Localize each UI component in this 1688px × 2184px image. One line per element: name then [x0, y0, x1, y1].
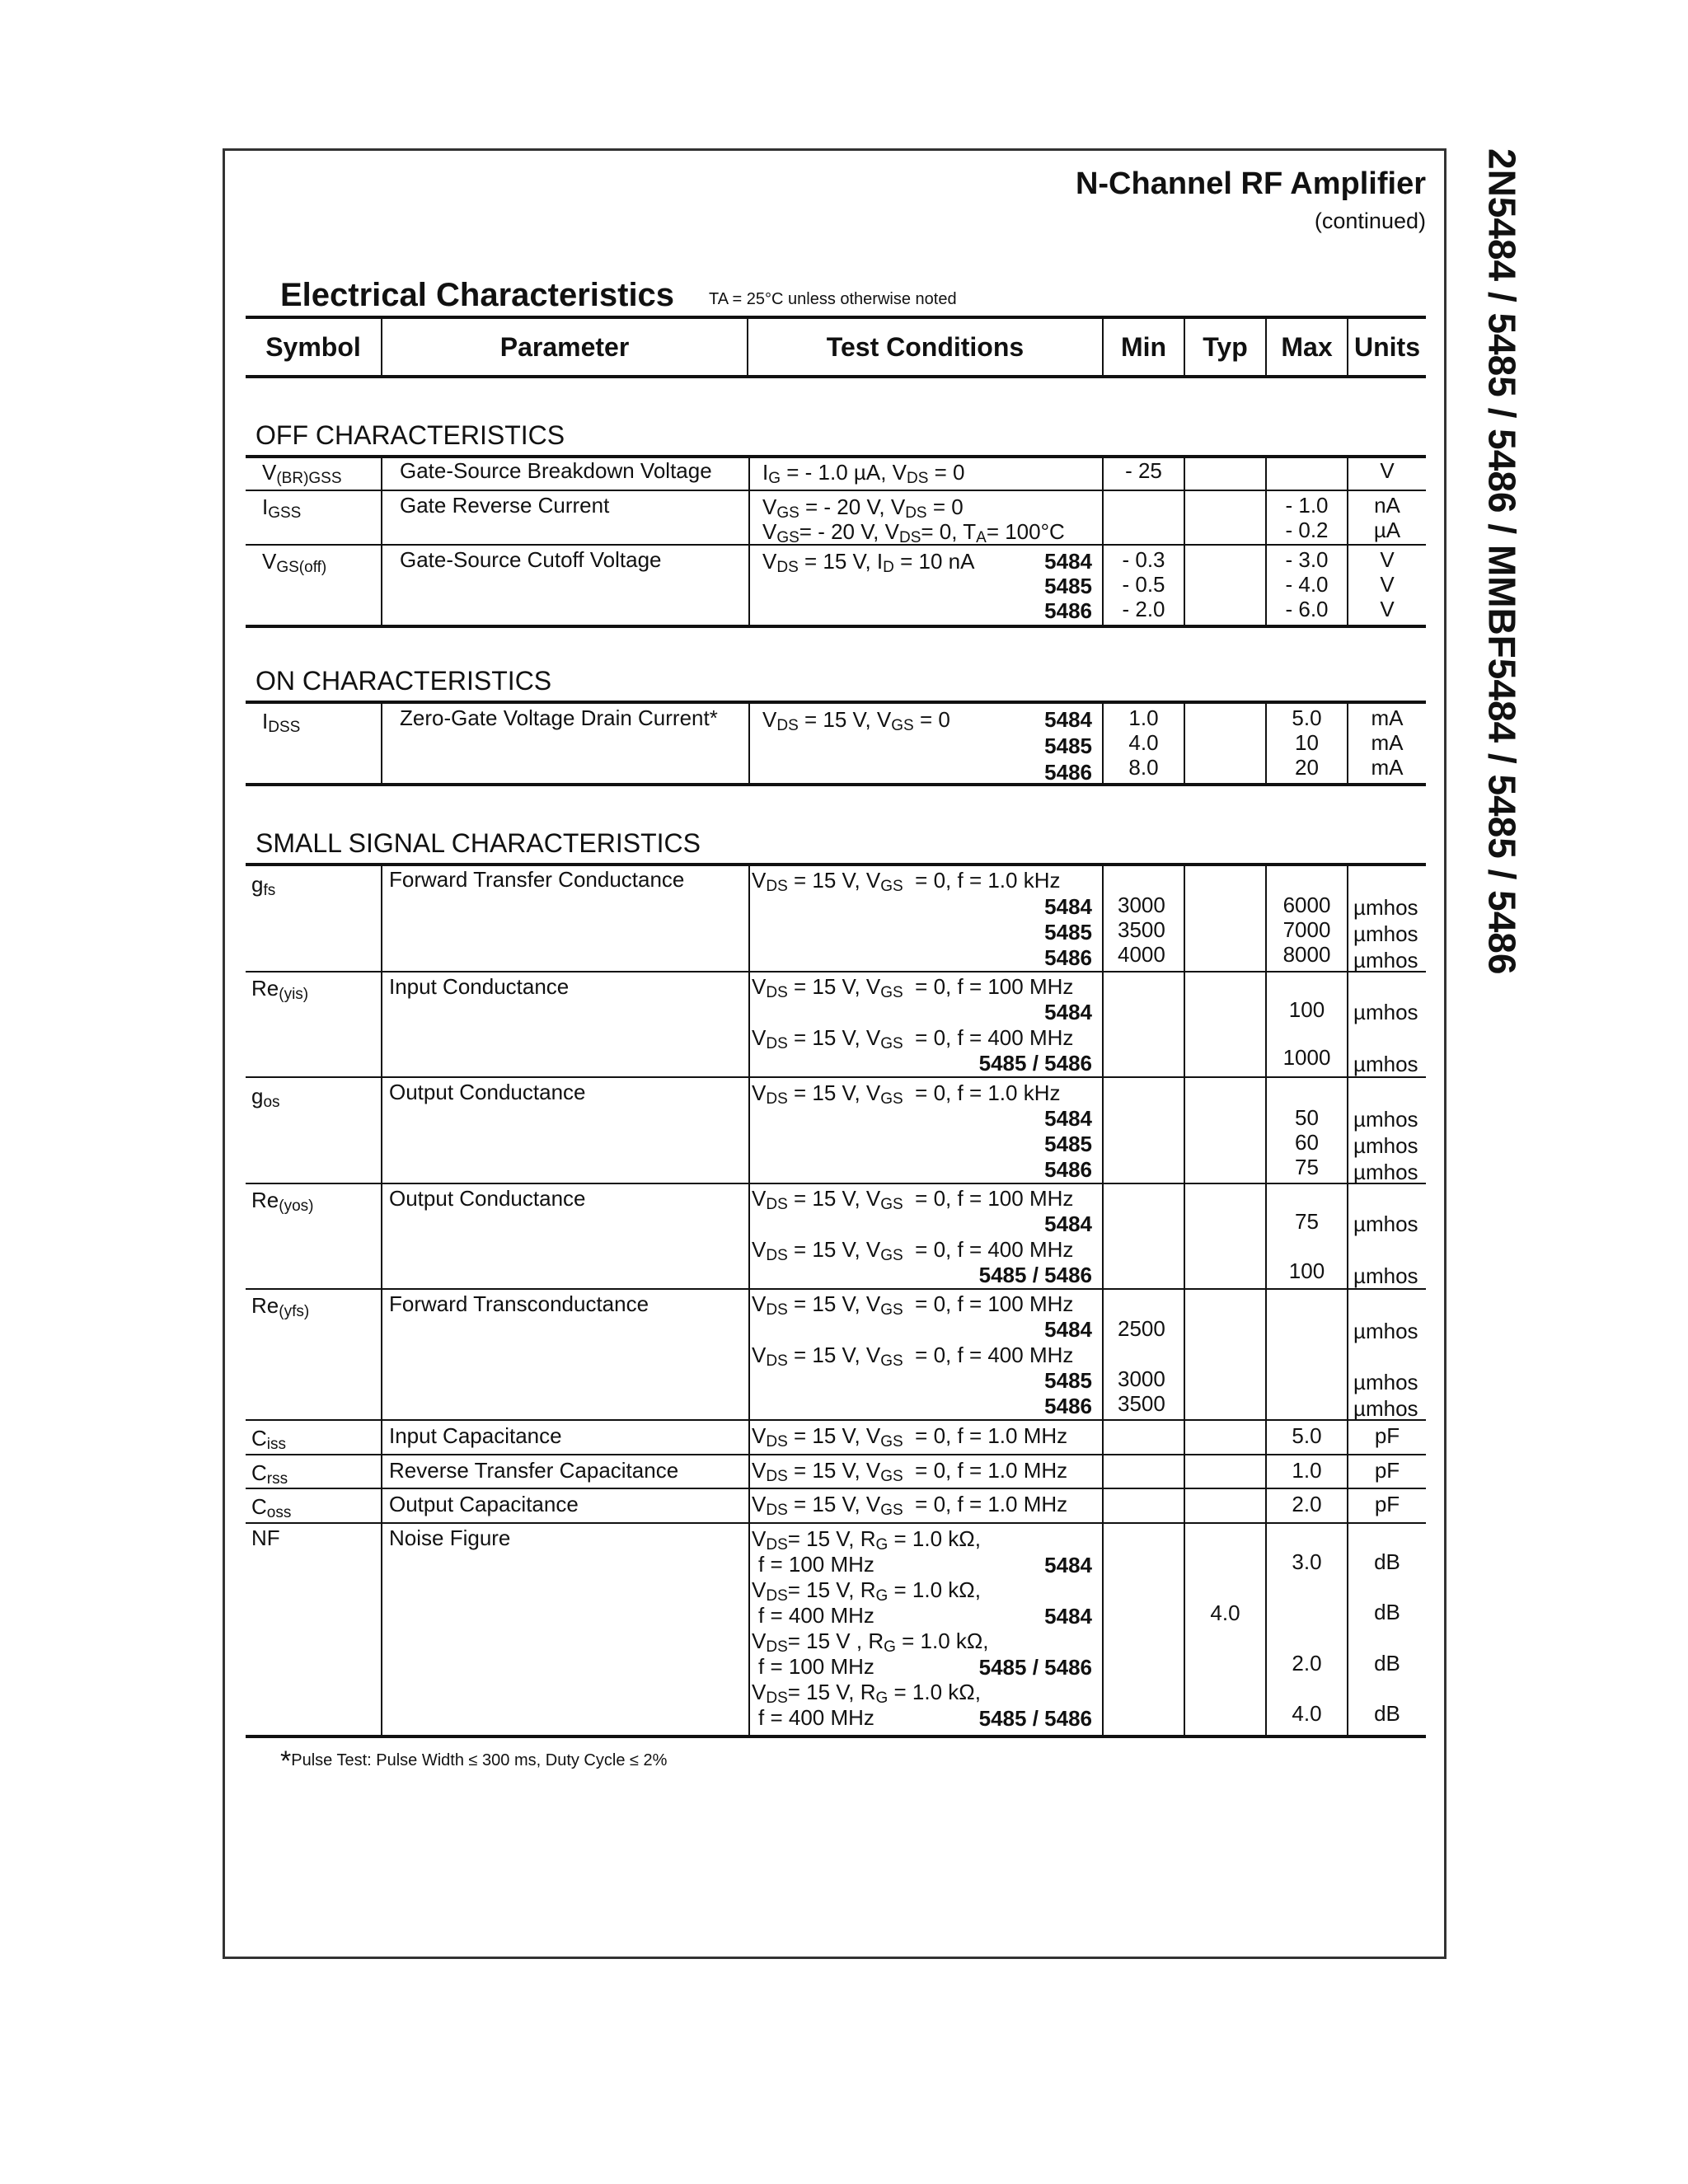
part-number: 5486	[1044, 760, 1092, 785]
part-number: 5484	[1044, 1106, 1092, 1131]
max-value: 50	[1295, 1105, 1319, 1130]
max-value: 8000	[1282, 942, 1331, 967]
max-value: 5.0	[1292, 705, 1322, 730]
min-value: 3000	[1118, 893, 1165, 917]
units: mA	[1371, 730, 1404, 755]
max-value: - 4.0	[1285, 572, 1329, 597]
parameter: Input Capacitance	[389, 1423, 562, 1448]
part-number: 5485	[1044, 920, 1092, 944]
part-number: 5485	[1044, 733, 1092, 758]
test-condition: $V_{DS} = 15$ V, $V_{GS} = 0$, f = 1.0 MHz	[752, 1458, 1068, 1485]
units: dB	[1374, 1701, 1400, 1726]
footnote: *Pulse Test: Pulse Width ≤ 300 ms, Duty Cycle ≤ 2%	[280, 1746, 668, 1777]
test-condition: f = 400 MHz	[758, 1603, 874, 1628]
part-number: 5484	[1044, 1604, 1092, 1629]
units: pF	[1374, 1492, 1400, 1516]
test-condition: $V_{DS} = 15$ V, $I_D = 10$ nA	[762, 549, 975, 576]
col-divider	[1184, 702, 1185, 783]
min-value: 4000	[1118, 942, 1165, 967]
max-value: - 6.0	[1285, 597, 1329, 621]
min-value: 8.0	[1128, 755, 1159, 780]
part-number: 5484	[1044, 1000, 1092, 1024]
max-value: 10	[1295, 730, 1319, 755]
units: pF	[1374, 1458, 1400, 1483]
row-rule	[246, 1419, 1426, 1421]
units: mA	[1371, 705, 1404, 730]
part-number: 5485	[1044, 1368, 1092, 1393]
test-condition: $V_{DS} = 15$ V, $V_{GS} = 0$, f = 400 MHz	[752, 1343, 1074, 1370]
part-number: 5485 / 5486	[978, 1263, 1092, 1287]
test-condition: $V_{DS}= 15$ V, $R_G = 1.0$ kΩ,	[752, 1526, 981, 1554]
symbol-reyos: $Re_{(yos)}$	[251, 1188, 314, 1215]
max-value: 100	[1288, 1258, 1325, 1283]
max-value: 1000	[1282, 1045, 1331, 1070]
table-rule	[246, 625, 1426, 628]
part-number: 5485 / 5486	[978, 1051, 1092, 1076]
max-value: 2.0	[1292, 1651, 1322, 1675]
min-value: - 0.5	[1122, 572, 1165, 597]
symbol-igss: $I_{GSS}$	[262, 494, 302, 522]
units: µmhos	[1353, 1319, 1418, 1343]
min-value: 4.0	[1128, 730, 1159, 755]
col-parameter: Parameter	[499, 332, 630, 362]
max-value: 7000	[1282, 917, 1331, 942]
max-value: 4.0	[1292, 1701, 1322, 1726]
symbol-idss: $I_{DSS}$	[262, 709, 301, 736]
part-number: 5486	[1044, 945, 1092, 970]
col-divider	[381, 702, 382, 783]
page-subtitle: (continued)	[1314, 209, 1426, 233]
parameter: Gate Reverse Current	[400, 493, 610, 518]
symbol-reyfs: $Re_{(yfs)}$	[251, 1293, 310, 1320]
parameter: Output Capacitance	[389, 1492, 579, 1516]
test-condition: f = 100 MHz	[758, 1654, 874, 1679]
units: µmhos	[1353, 921, 1418, 946]
row-rule	[246, 1488, 1426, 1489]
part-number: 5486	[1044, 1394, 1092, 1418]
max-value: 75	[1295, 1209, 1319, 1234]
test-condition: $V_{DS}= 15$ V , $R_G = 1.0$ kΩ,	[752, 1629, 989, 1656]
row-rule	[246, 1522, 1426, 1524]
symbol-ciss: $C_{iss}$	[251, 1426, 287, 1453]
test-condition: $V_{DS} = 15$ V, $V_{GS} = 0$, f = 1.0 kHz	[752, 1080, 1061, 1108]
test-condition: f = 400 MHz	[758, 1705, 874, 1730]
parameter: Forward Transconductance	[389, 1291, 649, 1316]
col-divider	[381, 865, 382, 1735]
units: µmhos	[1353, 1107, 1418, 1132]
condition-note: TA = 25°C unless otherwise noted	[709, 290, 957, 308]
parameter: Input Conductance	[389, 974, 570, 999]
max-value: 2.0	[1292, 1492, 1322, 1516]
section-title: Electrical Characteristics	[280, 277, 675, 313]
max-value: 20	[1295, 755, 1319, 780]
min-value: 3500	[1118, 917, 1165, 942]
units: µmhos	[1353, 948, 1418, 972]
units: µmhos	[1353, 1212, 1418, 1236]
part-number: 5485 / 5486	[978, 1655, 1092, 1680]
part-number: 5486	[1044, 598, 1092, 623]
part-number: 5484	[1044, 1553, 1092, 1577]
units: dB	[1374, 1651, 1400, 1675]
part-number: 5484	[1044, 1212, 1092, 1236]
header-bottom-rule	[246, 375, 1426, 378]
test-condition: $V_{DS} = 15$ V, $V_{GS} = 0$, f = 100 MHz	[752, 1291, 1074, 1319]
units: µmhos	[1353, 1052, 1418, 1076]
row-rule	[246, 1288, 1426, 1290]
test-condition: $V_{GS}$ = - 20 V, $V_{DS} = 0$	[762, 494, 964, 522]
max-value: 60	[1295, 1130, 1319, 1155]
units: µmhos	[1353, 895, 1418, 920]
row-rule	[246, 490, 1426, 491]
units: mA	[1371, 755, 1404, 780]
section-off: OFF CHARACTERISTICS	[256, 420, 565, 450]
part-number: 5485	[1044, 574, 1092, 598]
table-rule	[246, 701, 1426, 704]
col-units: Units	[1354, 332, 1420, 362]
symbol-vgsoff: $V_{GS(off)}$	[262, 549, 327, 576]
units: V	[1380, 547, 1395, 572]
side-part-number: 2N5484 / 5485 / 5486 / MMBF5484 / 5485 / 5486	[1480, 148, 1524, 975]
parameter: Forward Transfer Conductance	[389, 867, 685, 892]
col-divider	[748, 457, 750, 625]
col-test-conditions: Test Conditions	[826, 332, 1025, 362]
table-rule	[246, 783, 1426, 786]
min-value: 2500	[1118, 1316, 1165, 1341]
units: V	[1380, 458, 1395, 483]
max-value: 75	[1295, 1155, 1319, 1179]
part-number: 5485 / 5486	[978, 1706, 1092, 1731]
units: V	[1380, 597, 1395, 621]
part-number: 5486	[1044, 1157, 1092, 1182]
symbol-reyis: $Re_{(yis)}$	[251, 976, 309, 1003]
min-value: 1.0	[1128, 705, 1159, 730]
units: µmhos	[1353, 1133, 1418, 1158]
row-rule	[246, 971, 1426, 972]
parameter: Reverse Transfer Capacitance	[389, 1458, 679, 1483]
min-value: - 25	[1125, 458, 1162, 483]
units: µmhos	[1353, 1000, 1418, 1024]
table-rule	[246, 1735, 1426, 1738]
units: V	[1380, 572, 1395, 597]
min-value: - 2.0	[1122, 597, 1165, 621]
units: nA	[1374, 493, 1400, 518]
units: dB	[1374, 1549, 1400, 1574]
col-divider	[1265, 865, 1267, 1735]
max-value: - 1.0	[1285, 493, 1329, 518]
part-number: 5484	[1044, 894, 1092, 919]
col-divider	[1102, 865, 1104, 1735]
max-value: 1.0	[1292, 1458, 1322, 1483]
row-rule	[246, 1183, 1426, 1184]
row-rule	[246, 544, 1426, 546]
max-value: - 0.2	[1285, 518, 1329, 542]
max-value: 5.0	[1292, 1423, 1322, 1448]
test-condition: $V_{GS}= - 20$ V, $V_{DS}= 0$, $T_A= 100^\circ C$	[762, 519, 1065, 546]
units: µA	[1373, 518, 1401, 542]
part-number: 5484	[1044, 707, 1092, 732]
units: pF	[1374, 1423, 1400, 1448]
test-condition: $V_{DS} = 15$ V, $V_{GS} = 0$, f = 1.0 kHz	[752, 868, 1061, 895]
symbol-vbrgss: $V_{(BR)GSS}$	[262, 460, 342, 487]
row-rule	[246, 1076, 1426, 1078]
test-condition: $V_{DS}= 15$ V, $R_G = 1.0$ kΩ,	[752, 1577, 981, 1605]
min-value: 3500	[1118, 1391, 1165, 1416]
test-condition: $V_{DS}= 15$ V, $R_G = 1.0$ kΩ,	[752, 1680, 981, 1707]
col-min: Min	[1120, 332, 1167, 362]
min-value: 3000	[1118, 1366, 1165, 1391]
test-condition: $V_{DS} = 15$ V, $V_{GS} = 0$, f = 100 MHz	[752, 974, 1074, 1001]
row-rule	[246, 1454, 1426, 1455]
symbol-nf: NF	[251, 1526, 280, 1550]
units: µmhos	[1353, 1160, 1418, 1184]
test-condition: $V_{DS} = 15$ V, $V_{GS} = 0$, f = 1.0 MHz	[752, 1423, 1068, 1451]
max-value: 6000	[1282, 893, 1331, 917]
units: dB	[1374, 1600, 1400, 1624]
col-typ: Typ	[1203, 332, 1248, 362]
parameter: Zero-Gate Voltage Drain Current*	[400, 705, 718, 730]
test-condition: $V_{DS} = 15$ V, $V_{GS} = 0$, f = 1.0 MHz	[752, 1492, 1068, 1519]
col-symbol: Symbol	[265, 332, 361, 362]
min-value: - 0.3	[1122, 547, 1165, 572]
col-divider	[1184, 457, 1185, 625]
col-divider	[748, 702, 750, 783]
parameter: Output Conductance	[389, 1080, 586, 1104]
test-condition: $V_{DS} = 15$ V, $V_{GS} = 0$, f = 400 MHz	[752, 1237, 1074, 1264]
parameter: Gate-Source Breakdown Voltage	[400, 458, 712, 483]
test-condition: $I_G$ = - 1.0 µA, $V_{DS} = 0$	[762, 460, 965, 487]
col-divider	[748, 865, 750, 1735]
table-rule	[246, 863, 1426, 866]
page-title: N-Channel RF Amplifier	[1075, 166, 1426, 201]
part-number: 5484	[1044, 549, 1092, 574]
part-number: 5485	[1044, 1132, 1092, 1156]
header-top-rule	[246, 316, 1426, 319]
max-value: 100	[1288, 997, 1325, 1022]
col-max: Max	[1281, 332, 1333, 362]
test-condition: f = 100 MHz	[758, 1552, 874, 1577]
symbol-gfs: $g_{fs}$	[251, 872, 276, 899]
col-divider	[381, 457, 382, 625]
units: µmhos	[1353, 1263, 1418, 1288]
symbol-coss: $C_{oss}$	[251, 1494, 292, 1521]
section-small-signal: SMALL SIGNAL CHARACTERISTICS	[256, 828, 701, 858]
parameter: Noise Figure	[389, 1526, 511, 1550]
parameter: Output Conductance	[389, 1186, 586, 1211]
test-condition: $V_{DS} = 15$ V, $V_{GS} = 0$, f = 400 MHz	[752, 1025, 1074, 1052]
section-on: ON CHARACTERISTICS	[256, 666, 552, 696]
symbol-crss: $C_{rss}$	[251, 1460, 288, 1488]
parameter: Gate-Source Cutoff Voltage	[400, 547, 662, 572]
symbol-gos: $g_{os}$	[251, 1084, 280, 1111]
units: µmhos	[1353, 1396, 1418, 1421]
typ-value: 4.0	[1210, 1601, 1240, 1625]
test-condition: $V_{DS} = 15$ V, $V_{GS} = 0$, f = 100 MHz	[752, 1186, 1074, 1213]
test-condition: $V_{DS} = 15$ V, $V_{GS} = 0$	[762, 707, 950, 734]
part-number: 5484	[1044, 1317, 1092, 1342]
max-value: 3.0	[1292, 1549, 1322, 1574]
units: µmhos	[1353, 1370, 1418, 1394]
max-value: - 3.0	[1285, 547, 1329, 572]
